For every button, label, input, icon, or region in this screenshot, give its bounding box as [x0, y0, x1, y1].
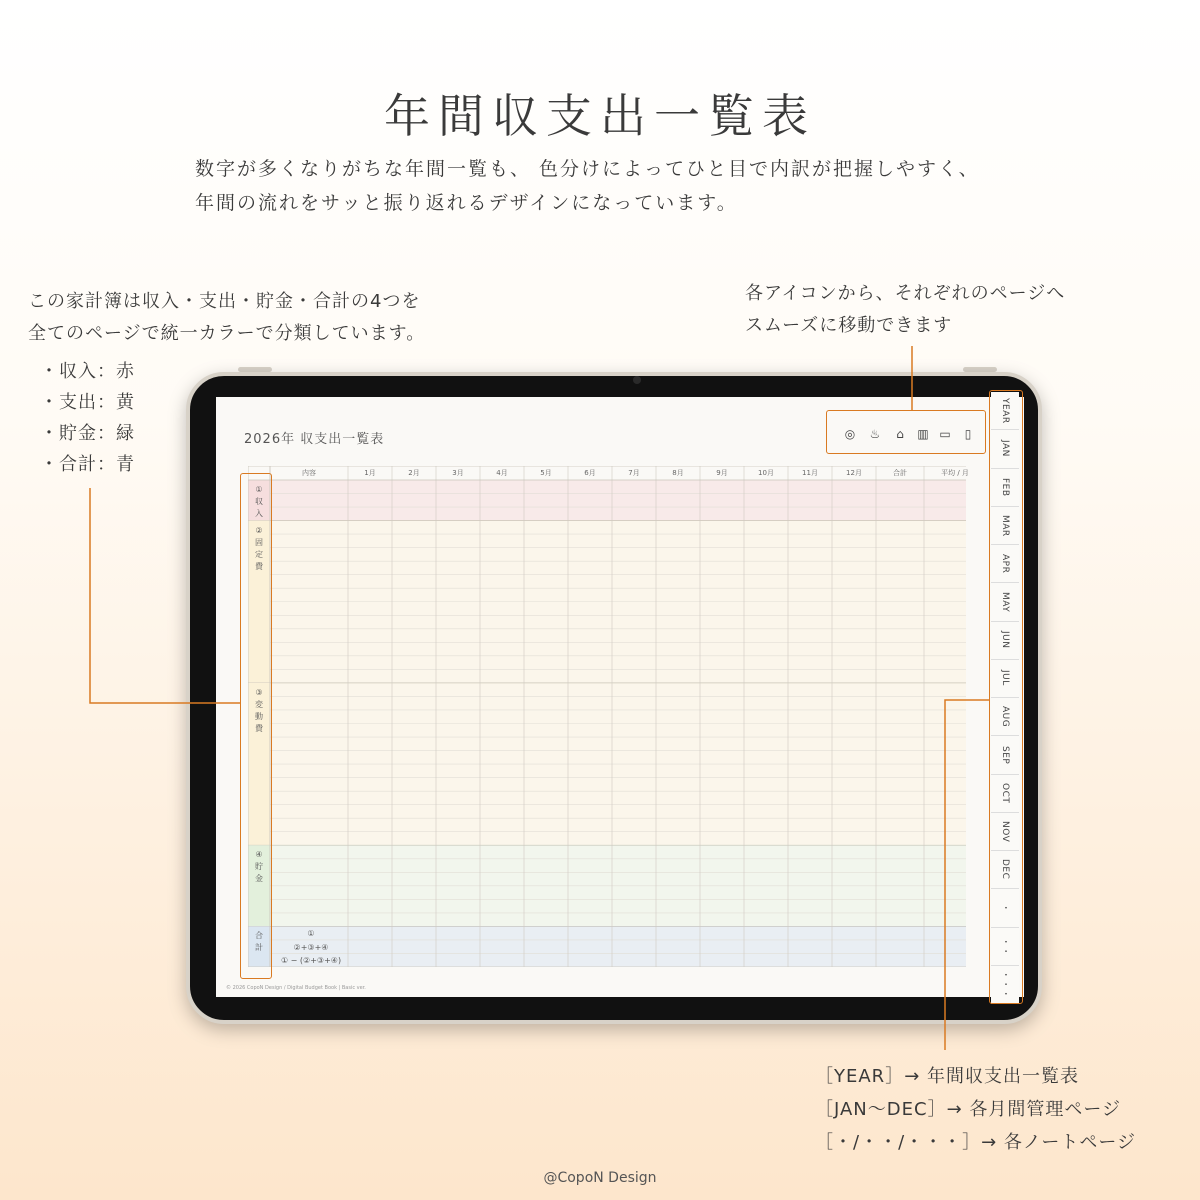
column-header: 8月 — [672, 469, 684, 477]
legend-income: ・収入：赤 — [40, 361, 135, 382]
page-title: 年間収支出一覧表 — [384, 89, 816, 143]
category-label: 合 計 — [255, 931, 263, 953]
tab-legend-notes: ［・/・・/・・・］→ 各ノートページ — [815, 1132, 1137, 1153]
tab-label: JUN — [1000, 631, 1010, 649]
wallet-icon[interactable]: ▯ — [964, 427, 972, 441]
screen-footer: © 2026 CopoN Design / Digital Budget Book | Basic ver. — [226, 985, 366, 991]
tab-label: MAR — [1000, 514, 1010, 537]
tab-label: NOV — [1000, 820, 1010, 843]
column-header: 11月 — [802, 469, 818, 477]
tab-label: YEAR — [1000, 397, 1010, 424]
category-label: ② 固 定 費 — [255, 525, 263, 571]
tab-legend — [815, 1060, 1136, 1159]
legend-expense: ・支出：黄 — [40, 392, 135, 413]
tab-label: AUG — [1000, 706, 1010, 728]
house-icon[interactable]: ⌂ — [896, 427, 904, 441]
total-row-label: ②+③+④ — [293, 942, 329, 952]
tab-label: SEP — [1000, 745, 1010, 765]
column-header: 1月 — [364, 469, 376, 477]
tab-label: FEB — [1000, 477, 1010, 497]
column-header: 3月 — [452, 469, 464, 477]
right-note-line-1: 各アイコンから、それぞれのページへ — [745, 283, 1066, 304]
tab-label: MAY — [1000, 591, 1010, 612]
column-header: 平均 / 月 — [941, 469, 969, 477]
sheet-title: 2026年 収支出一覧表 — [244, 432, 385, 447]
column-header: 12月 — [846, 469, 862, 477]
credit: @CopoN Design — [543, 1170, 657, 1186]
tab-label: ・・・ — [999, 970, 1010, 999]
category-label: ④ 貯 金 — [255, 850, 263, 884]
tab-legend-months: ［JAN〜DEC］→ 各月間管理ページ — [815, 1099, 1122, 1120]
column-header: 7月 — [628, 469, 640, 477]
tab-label: APR — [1000, 553, 1010, 574]
column-header: 合計 — [893, 469, 907, 477]
total-row-label: ① − (②+③+④) — [280, 956, 342, 966]
category-label: ③ 変 動 費 — [255, 687, 263, 733]
legend-total: ・合計：青 — [40, 454, 135, 475]
left-note-line-1: この家計簿は収入・支出・貯金・合計の4つを — [28, 291, 421, 312]
column-header: 5月 — [540, 469, 552, 477]
piggy-bank-icon[interactable]: ♨ — [869, 427, 881, 441]
column-header: 9月 — [716, 469, 728, 477]
graph-icon[interactable]: ▥ — [917, 427, 929, 441]
column-header: 4月 — [496, 469, 508, 477]
category-label: ① 収 入 — [255, 485, 263, 518]
tab-label: ・・ — [999, 936, 1010, 956]
tab-legend-year: ［YEAR］→ 年間収支出一覧表 — [815, 1066, 1079, 1087]
tab-label: OCT — [1000, 782, 1010, 804]
left-note-line-2: 全てのページで統一カラーで分類しています。 — [28, 323, 426, 344]
yen-icon[interactable]: ◎ — [844, 427, 856, 441]
tab-label: DEC — [1000, 859, 1010, 880]
column-header: 内容 — [302, 469, 316, 477]
total-row-label: ① — [307, 929, 315, 939]
legend-savings: ・貯金：緑 — [40, 423, 135, 444]
right-note-line-2: スムーズに移動できます — [745, 315, 953, 336]
column-header: 6月 — [584, 469, 596, 477]
tab-label: JUL — [1000, 670, 1010, 687]
description-line-1: 数字が多くなりがちな年間一覧も、 色分けによってひと目で内訳が把握しやすく、 — [195, 158, 980, 180]
card-icon[interactable]: ▭ — [939, 427, 951, 441]
column-header: 10月 — [758, 469, 774, 477]
column-header: 2月 — [408, 469, 420, 477]
tab-label: ・ — [999, 903, 1010, 913]
description-line-2: 年間の流れをサッと振り返れるデザインになっています。 — [195, 192, 738, 214]
tab-label: JAN — [1000, 440, 1010, 458]
